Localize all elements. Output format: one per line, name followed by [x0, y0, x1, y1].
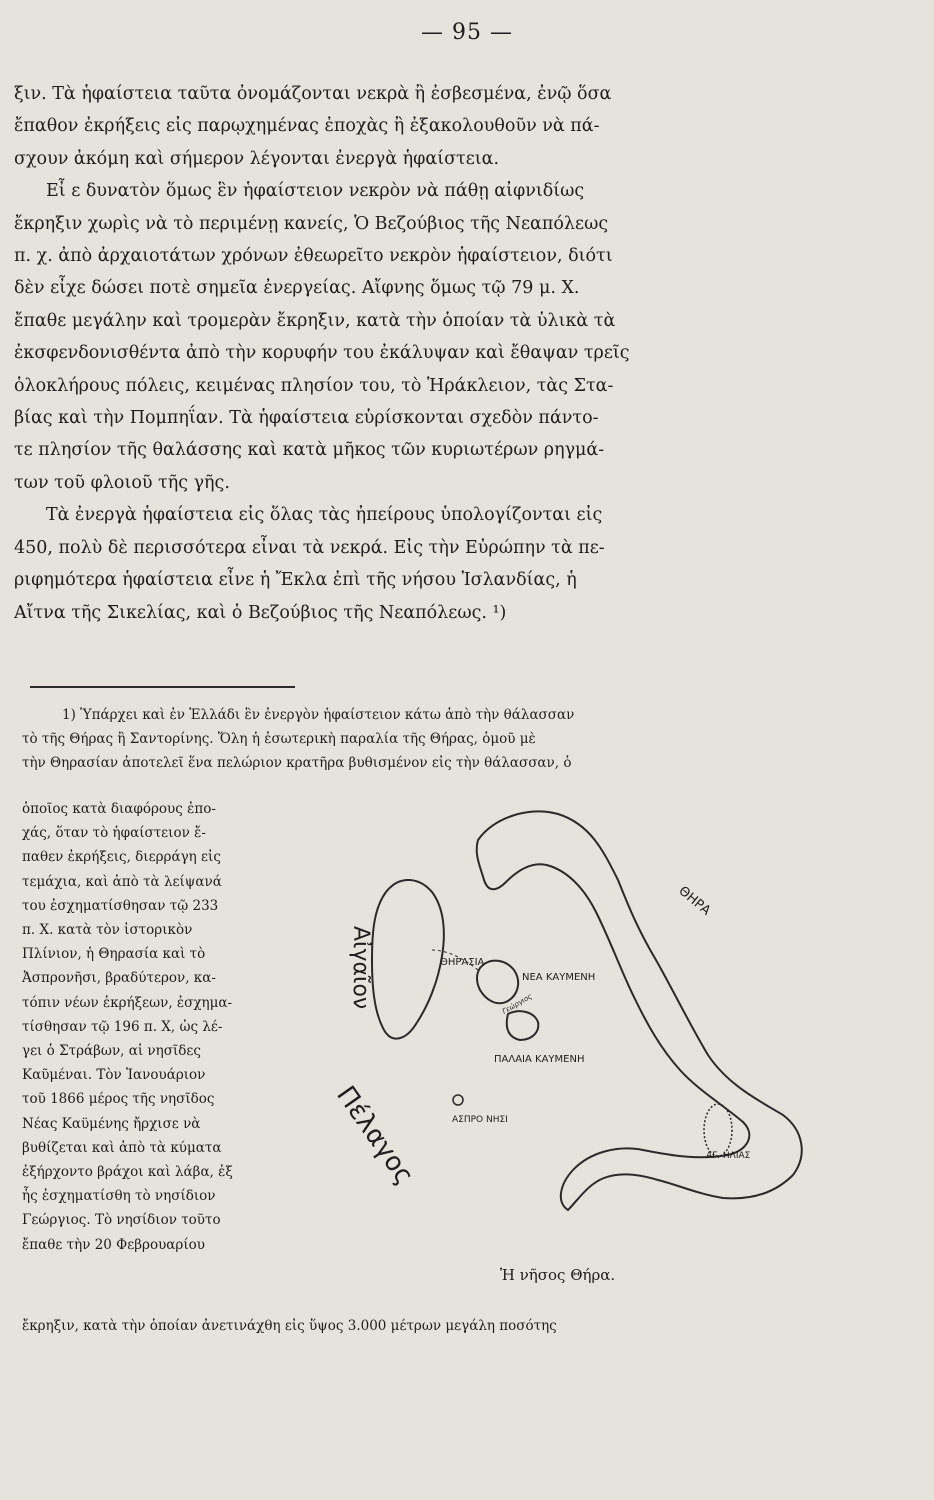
- label-palaia-kaymeni: ΠΑΛΑΙΑ ΚΑΥΜΕΝΗ: [494, 1054, 585, 1065]
- text-line: ἐκσφενδονισθέντα ἀπὸ τὴν κορυφήν του ἐκάλυψαν καὶ ἔθαψαν τρεῖς: [14, 343, 630, 364]
- label-thirasia: ΘΗΡΑΣΙΑ: [440, 957, 485, 968]
- thira-island-shape: [477, 812, 802, 1210]
- text-line: Εἶ ε δυνατὸν ὅμως ἓν ἡφαίστειον νεκρὸν νὰ πάθῃ αἰφνιδίως: [46, 181, 585, 202]
- footnote-line: τὴν Θηρασίαν ἀποτελεῖ ἕνα πελώριον κρατῆρα βυθισμένον εἰς τὴν θάλασσαν, ὁ: [22, 755, 572, 772]
- footnote-line: Καῦμέναι. Τὸν Ἰανουάριον: [22, 1067, 206, 1084]
- page-number: — 95 —: [421, 20, 513, 45]
- ag-ilias-mountain: [704, 1104, 732, 1156]
- footnote-line: ἐξήρχοντο βράχοι καὶ λάβα, ἐξ: [22, 1164, 233, 1181]
- footnote-line: του ἐσχηματίσθησαν τῷ 233: [22, 897, 219, 914]
- footnote-divider: [30, 686, 295, 688]
- label-sea-pelagos: Πέλαγος: [330, 1080, 420, 1191]
- text-line: ἔπαθε μεγάλην καὶ τρομερὰν ἔκρηξιν, κατὰ τὴν ὁποίαν τὰ ὑλικὰ τὰ: [14, 310, 616, 331]
- footnote-line: τὸ τῆς Θήρας ἢ Σαντορίνης. Ὅλη ἡ ἐσωτερικὴ παραλία τῆς Θήρας, ὁμοῦ μὲ: [22, 731, 536, 748]
- footnote-intro: [22, 703, 822, 776]
- text-line: π. χ. ἀπὸ ἀρχαιοτάτων χρόνων ἐθεωρεῖτο νεκρὸν ἡφαίστειον, διότι: [14, 246, 613, 267]
- footnote-line: τίσθησαν τῷ 196 π. Χ, ὡς λέ-: [22, 1018, 223, 1035]
- footnote-line: τοῦ 1866 μέρος τῆς νησῖδος: [22, 1091, 215, 1108]
- footnote-line: ἔκρηξιν, κατὰ τὴν ὁποίαν ἀνετινάχθη εἰς ὕψος 3.000 μέτρων μεγάλη ποσότης: [22, 1318, 557, 1334]
- text-line: ἔκρηξιν χωρὶς νὰ τὸ περιμένῃ κανείς, Ὁ Βεζούβιος τῆς Νεαπόλεως: [14, 213, 609, 234]
- footnote-line: π. Χ. κατὰ τὸν ἱστορικὸν: [22, 922, 193, 939]
- label-sea-aigaion: Αἰγαῖον: [348, 926, 373, 1010]
- text-line: σχουν ἀκόμη καὶ σήμερον λέγονται ἐνεργὰ ἡφαίστεια.: [14, 148, 500, 169]
- footnote-line: παθεν ἐκρήξεις, διερράγη εἰς: [22, 849, 221, 866]
- text-line: ξιν. Τὰ ἡφαίστεια ταῦτα ὀνομάζονται νεκρὰ ἢ ἐσβεσμένα, ἐνῷ ὅσα: [14, 84, 612, 104]
- footnote-line: χάς, ὅταν τὸ ἡφαίστειον ἔ-: [22, 825, 206, 842]
- footnote-line: ἧς ἐσχηματίσθη τὸ νησίδιον: [22, 1188, 216, 1205]
- thirasia-island-shape: [372, 880, 444, 1039]
- footnote-line: ὁποῖος κατὰ διαφόρους ἐπο-: [22, 801, 216, 817]
- footnote-line: Πλίνιον, ἡ Θηρασία καὶ τὸ: [22, 946, 206, 963]
- text-line: ὁλοκλήρους πόλεις, κειμένας πλησίον του, τὸ Ἡράκλειον, τὰς Στα-: [14, 375, 614, 396]
- main-text: [14, 78, 794, 629]
- footnote-line: 1) Ὑπάρχει καὶ ἐν Ἑλλάδι ἓν ἐνεργὸν ἡφαίστειον κάτω ἀπὸ τὴν θάλασσαν: [62, 707, 575, 723]
- text-line: τε πλησίον τῆς θαλάσσης καὶ κατὰ μῆκος τῶν κυριωτέρων ρηγμά-: [14, 440, 605, 461]
- footnote-column: [22, 797, 342, 1257]
- text-line: ἔπαθον ἐκρήξεις εἰς παρῳχημένας ἐποχὰς ἢ ἐξακολουθοῦν νὰ πά-: [14, 116, 600, 137]
- footnote-line: Γεώργιος. Τὸ νησίδιον τοῦτο: [22, 1212, 221, 1229]
- text-line: των τοῦ φλοιοῦ τῆς γῆς.: [14, 472, 230, 493]
- footnote-end: [22, 1314, 822, 1338]
- footnote-line: τεμάχια, καὶ ἀπὸ τὰ λείψανά: [22, 873, 222, 890]
- text-line: δὲν εἶχε δώσει ποτὲ σημεῖα ἐνεργείας. Αἴφνης ὅμως τῷ 79 μ. Χ.: [14, 278, 580, 299]
- footnote-line: Νέας Καϋμένης ἤρχισε νὰ: [22, 1115, 201, 1132]
- text-line: βίας καὶ τὴν Πομπηΐαν. Τὰ ἡφαίστεια εὑρίσκονται σχεδὸν πάντο-: [14, 408, 599, 429]
- text-line: ριφημότερα ἡφαίστεια εἶνε ἡ Ἔκλα ἐπὶ τῆς νήσου Ἰσλανδίας, ἡ: [14, 570, 577, 591]
- text-line: 450, πολὺ δὲ περισσότερα εἶναι τὰ νεκρά. Εἰς τὴν Εὐρώπην τὰ πε-: [14, 537, 605, 558]
- text-line: Αἴτνα τῆς Σικελίας, καὶ ὁ Βεζούβιος τῆς Νεαπόλεως. ¹): [14, 602, 507, 623]
- aspro-nisi-shape: [453, 1095, 463, 1105]
- footnote-line: γει ὁ Στράβων, αἱ νησῖδες: [22, 1043, 201, 1060]
- map-caption: Ἡ νῆσος Θήρα.: [500, 1266, 616, 1284]
- santorini-map: [328, 800, 814, 1220]
- label-thira: ΘΗΡΑ: [675, 883, 714, 919]
- footnote-line: Ἀσπρονῆσι, βραδύτερον, κα-: [22, 970, 216, 987]
- label-nea-kaymeni: ΝΕΑ ΚΑΥΜΕΝΗ: [522, 972, 596, 983]
- footnote-line: βυθίζεται καὶ ἀπὸ τὰ κύματα: [22, 1139, 222, 1156]
- label-ag-ilias: ΑΓ. ΗΛΙΑΣ: [706, 1151, 751, 1161]
- label-aspro-nisi: ΑΣΠΡΟ ΝΗΣΙ: [452, 1115, 508, 1125]
- label-georgios: Γεώργιος: [501, 992, 534, 1016]
- footnote-line: τόπιν νέων ἐκρήξεων, ἐσχημα-: [22, 994, 233, 1011]
- text-line: Τὰ ἐνεργὰ ἡφαίστεια εἰς ὅλας τὰς ἠπείρους ὑπολογίζονται εἰς: [46, 505, 603, 526]
- palaia-kaymeni-shape: [507, 1011, 539, 1040]
- footnote-line: ἔπαθε τὴν 20 Φεβρουαρίου: [22, 1236, 205, 1253]
